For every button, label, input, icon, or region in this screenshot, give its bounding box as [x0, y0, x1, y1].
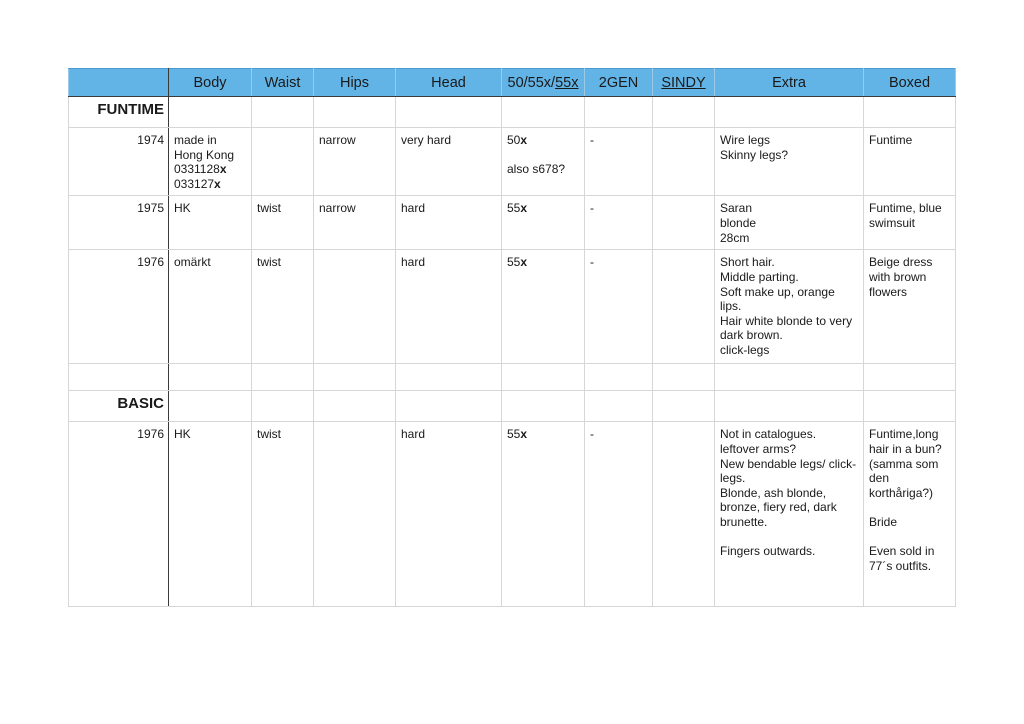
sindy-cell: [653, 422, 715, 607]
body-code: 033127: [174, 176, 215, 191]
line-gap: [720, 530, 858, 545]
size-number: 55: [507, 201, 521, 216]
body-code: 0331128: [174, 162, 220, 177]
sindy-cell: [653, 250, 715, 364]
body-cell: omärkt: [169, 250, 252, 364]
extra-line: Saran: [720, 201, 753, 216]
size-number: 50: [507, 133, 521, 147]
empty-cell: [864, 391, 956, 422]
empty-cell: [396, 97, 502, 128]
size-x: x: [520, 427, 528, 442]
empty-cell: [585, 364, 653, 391]
boxed-cell: Beige dress with brown flowers: [864, 250, 956, 364]
section-row-funtime: [69, 97, 956, 128]
year-cell: 1976: [69, 250, 169, 364]
extra-cell: [715, 128, 864, 196]
body-cell: HK: [169, 422, 252, 607]
empty-cell: [169, 391, 252, 422]
size-cell: [502, 196, 585, 250]
size-note: also s678?: [507, 162, 566, 177]
sindy-cell: [653, 128, 715, 196]
extra-line: Middle parting.: [720, 269, 799, 284]
empty-cell: [864, 364, 956, 391]
empty-cell: [715, 97, 864, 128]
doll-spreadsheet: [68, 68, 955, 607]
spacer-row: [69, 364, 956, 391]
sindy-cell: [653, 196, 715, 250]
boxed-line: Bride: [869, 514, 898, 529]
year-cell: 1975: [69, 196, 169, 250]
gen2-cell: -: [585, 196, 653, 250]
extra-line: Blonde, ash blonde, bronze, fiery red, dark brunette.: [720, 485, 837, 529]
head-cell: hard: [396, 196, 502, 250]
header-boxed: Boxed: [864, 69, 956, 97]
header-hips: Hips: [314, 69, 396, 97]
boxed-cell: Funtime, blue swimsuit: [864, 196, 956, 250]
head-cell: hard: [396, 250, 502, 364]
header-blank: [69, 69, 169, 97]
table-row-1976-basic: [69, 422, 956, 607]
empty-cell: [69, 364, 169, 391]
hips-cell: narrow: [314, 196, 396, 250]
header-head: Head: [396, 69, 502, 97]
boxed-cell: [864, 422, 956, 607]
extra-line: Wire legs: [720, 133, 771, 147]
empty-cell: [252, 391, 314, 422]
line-gap: [869, 500, 950, 515]
boxed-line: Even sold in 77´s outfits.: [869, 544, 935, 573]
extra-line: Hair white blonde to very dark brown.: [720, 313, 853, 343]
empty-cell: [314, 97, 396, 128]
empty-cell: [502, 97, 585, 128]
extra-line: Skinny legs?: [720, 147, 789, 162]
empty-cell: [502, 391, 585, 422]
header-2gen: 2GEN: [585, 69, 653, 97]
body-code-suffix: x: [214, 176, 221, 191]
body-line: [174, 162, 246, 177]
header-sizes-underlined: 55x: [555, 74, 579, 91]
section-title-funtime: FUNTIME: [69, 97, 169, 128]
boxed-cell: Funtime: [864, 128, 956, 196]
hips-cell: [314, 422, 396, 607]
size-value: [507, 133, 579, 148]
empty-cell: [585, 97, 653, 128]
waist-cell: twist: [252, 250, 314, 364]
empty-cell: [252, 97, 314, 128]
header-row: [69, 69, 956, 97]
hips-cell: narrow: [314, 128, 396, 196]
body-cell: [169, 128, 252, 196]
doll-table: [68, 68, 956, 607]
empty-cell: [396, 391, 502, 422]
size-cell: [502, 422, 585, 607]
header-sizes-text: 50/55x/: [507, 74, 556, 91]
extra-line: click-legs: [720, 342, 770, 357]
year-cell: 1974: [69, 128, 169, 196]
year-cell: 1976: [69, 422, 169, 607]
empty-cell: [585, 391, 653, 422]
extra-line: Soft make up, orange lips.: [720, 284, 835, 314]
header-body: Body: [169, 69, 252, 97]
section-row-basic: [69, 391, 956, 422]
extra-line: Fingers outwards.: [720, 544, 816, 559]
header-waist: Waist: [252, 69, 314, 97]
body-line: made in: [174, 133, 217, 147]
extra-cell: [715, 196, 864, 250]
size-number: 55: [507, 255, 521, 270]
empty-cell: [314, 391, 396, 422]
empty-cell: [169, 364, 252, 391]
section-title-basic: BASIC: [69, 391, 169, 422]
gen2-cell: -: [585, 250, 653, 364]
head-cell: very hard: [396, 128, 502, 196]
hips-cell: [314, 250, 396, 364]
header-sindy: SINDY: [653, 69, 715, 97]
empty-cell: [653, 391, 715, 422]
waist-cell: [252, 128, 314, 196]
empty-cell: [653, 97, 715, 128]
table-row-1976: [69, 250, 956, 364]
extra-line: New bendable legs/ click-legs.: [720, 456, 857, 486]
empty-cell: [314, 364, 396, 391]
header-sizes: [502, 69, 585, 97]
body-line: Hong Kong: [174, 147, 235, 162]
empty-cell: [653, 364, 715, 391]
line-gap: [507, 148, 579, 163]
extra-line: Short hair.: [720, 255, 775, 270]
body-code-suffix: x: [219, 162, 227, 177]
body-cell: HK: [169, 196, 252, 250]
line-gap: [869, 530, 950, 545]
body-line: [174, 177, 246, 192]
waist-cell: twist: [252, 422, 314, 607]
size-cell: [502, 250, 585, 364]
empty-cell: [715, 391, 864, 422]
size-x: x: [520, 133, 528, 147]
size-cell: [502, 128, 585, 196]
head-cell: hard: [396, 422, 502, 607]
size-x: x: [520, 255, 528, 270]
gen2-cell: -: [585, 128, 653, 196]
boxed-line: Funtime,long hair in a bun? (samma som den korthåriga?): [869, 427, 942, 500]
extra-line: leftover arms?: [720, 441, 797, 456]
empty-cell: [252, 364, 314, 391]
empty-cell: [864, 97, 956, 128]
extra-line: blonde: [720, 215, 757, 230]
size-number: 55: [507, 427, 521, 442]
extra-cell: [715, 422, 864, 607]
gen2-cell: -: [585, 422, 653, 607]
table-row-1974: [69, 128, 956, 196]
table-row-1975: [69, 196, 956, 250]
size-x: x: [520, 201, 528, 216]
empty-cell: [169, 97, 252, 128]
empty-cell: [715, 364, 864, 391]
empty-cell: [502, 364, 585, 391]
extra-line: Not in catalogues.: [720, 427, 817, 442]
extra-cell: [715, 250, 864, 364]
extra-line: 28cm: [720, 230, 750, 245]
waist-cell: twist: [252, 196, 314, 250]
header-extra: Extra: [715, 69, 864, 97]
empty-cell: [396, 364, 502, 391]
